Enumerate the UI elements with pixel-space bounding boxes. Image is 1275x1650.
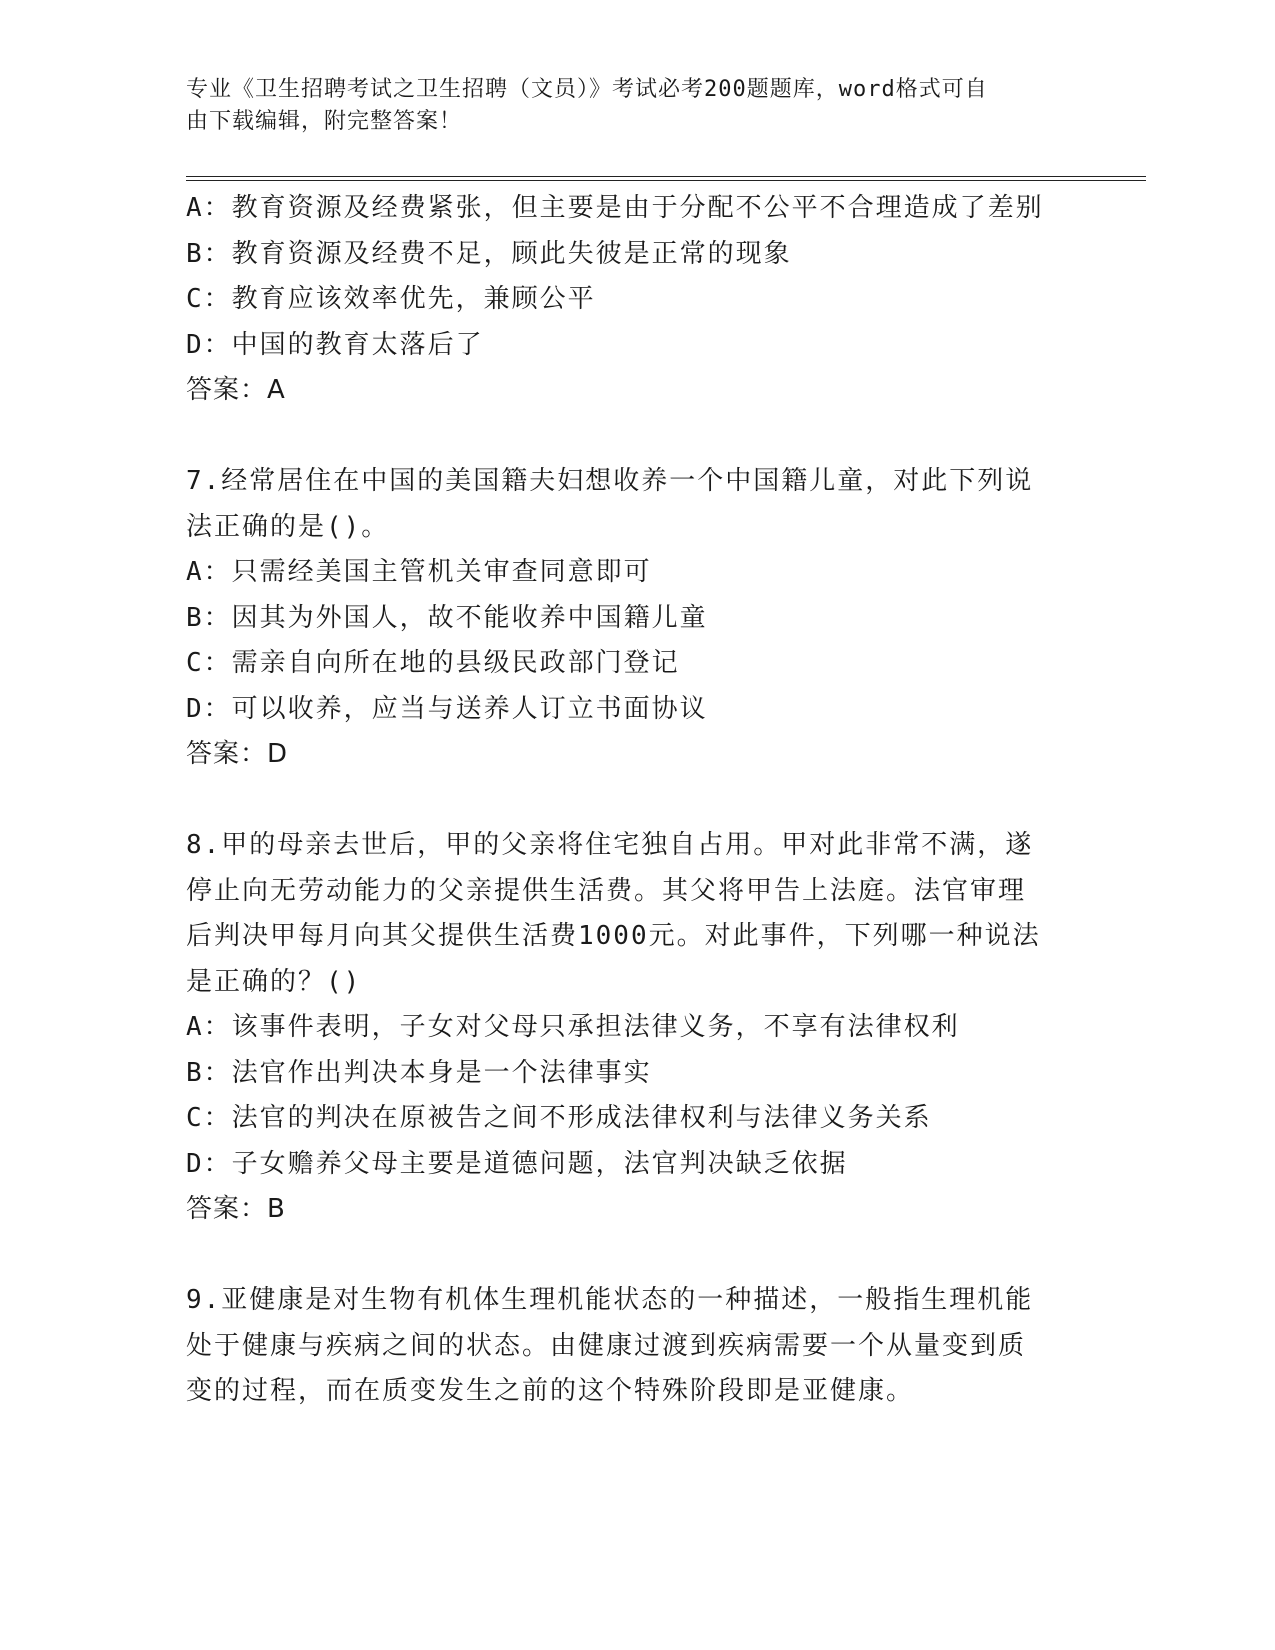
answer-line: 答案：D: [186, 739, 289, 769]
option-c: C：需亲自向所在地的县级民政部门登记: [186, 648, 680, 678]
option-c: C：法官的判决在原被告之间不形成法律权利与法律义务关系: [186, 1103, 932, 1133]
header-title-line-1: 专业《卫生招聘考试之卫生招聘（文员）》考试必考200题题库，word格式可自: [186, 77, 988, 102]
document-header: [186, 74, 1066, 138]
question-gap: [186, 778, 1086, 824]
question-gap: [186, 414, 1086, 460]
option-a: A：只需经美国主管机关审查同意即可: [186, 557, 652, 587]
question-gap: [186, 1233, 1086, 1279]
question-stem-line: 7.经常居住在中国的美国籍夫妇想收养一个中国籍儿童，对此下列说: [186, 466, 1034, 496]
option-b: B：教育资源及经费不足，顾此失彼是正常的现象: [186, 238, 792, 269]
option-d: D：子女赡养父母主要是道德问题，法官判决缺乏依据: [186, 1148, 848, 1179]
header-title-line-2: 由下载编辑，附完整答案！: [186, 109, 463, 134]
answer-line: 答案：B: [186, 1194, 286, 1224]
question-stem-line: 法正确的是()。: [186, 511, 390, 542]
question-stem-line: 处于健康与疾病之间的状态。由健康过渡到疾病需要一个从量变到质: [186, 1330, 1027, 1361]
question-6-continued: [186, 186, 1086, 414]
option-c: C：教育应该效率优先，兼顾公平: [186, 284, 596, 314]
question-stem-line: 变的过程，而在质变发生之前的这个特殊阶段即是亚健康。: [186, 1376, 915, 1406]
question-stem-line: 是正确的？(): [186, 966, 362, 997]
answer-line: 答案：A: [186, 375, 286, 405]
option-b: B：法官作出判决本身是一个法律事实: [186, 1057, 652, 1088]
document-body: [186, 186, 1086, 1415]
question-stem-line: 后判决甲每月向其父提供生活费1000元。对此事件，下列哪一种说法: [186, 921, 1041, 951]
question-stem-line: 停止向无劳动能力的父亲提供生活费。其父将甲告上法庭。法官审理: [186, 875, 1027, 906]
option-d: D：中国的教育太落后了: [186, 329, 484, 360]
question-stem-line: 9.亚健康是对生物有机体生理机能状态的一种描述，一般指生理机能: [186, 1285, 1034, 1315]
question-stem-line: 8.甲的母亲去世后，甲的父亲将住宅独自占用。甲对此非常不满，遂: [186, 830, 1034, 860]
question-7: [186, 459, 1086, 778]
option-b: B：因其为外国人，故不能收养中国籍儿童: [186, 602, 708, 633]
question-8: [186, 823, 1086, 1233]
option-a: A：教育资源及经费紧张，但主要是由于分配不公平不合理造成了差别: [186, 193, 1044, 223]
option-d: D：可以收养，应当与送养人订立书面协议: [186, 693, 708, 724]
header-divider: [186, 176, 1146, 181]
option-a: A：该事件表明，子女对父母只承担法律义务，不享有法律权利: [186, 1012, 960, 1042]
question-9: [186, 1278, 1086, 1415]
